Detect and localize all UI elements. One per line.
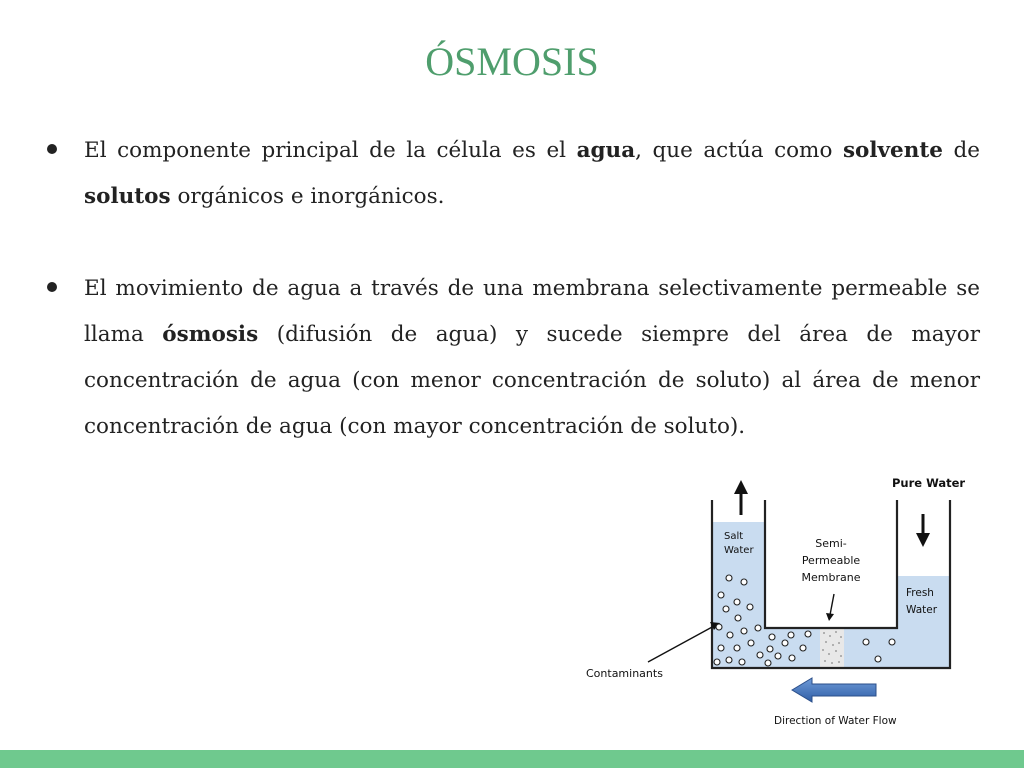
up-arrow-icon bbox=[734, 480, 748, 494]
slide-title: ÓSMOSIS bbox=[425, 39, 599, 84]
text-span: orgánicos e inorgánicos. bbox=[170, 184, 445, 209]
bullet-text-water-solvent bbox=[84, 128, 980, 220]
text-span: El componente principal de la célula es el bbox=[84, 138, 577, 163]
bold-term-solvente: solvente bbox=[842, 138, 943, 163]
semi-permeable-membrane bbox=[820, 628, 844, 668]
membrane-pointer-line bbox=[830, 594, 834, 615]
bold-term-osmosis: ósmosis bbox=[162, 322, 259, 347]
text-span: , que actúa como bbox=[635, 138, 843, 163]
fresh-water-label-line1: Fresh bbox=[906, 587, 934, 599]
bold-term-solutos: solutos bbox=[84, 184, 171, 209]
footer-bar bbox=[0, 750, 1024, 768]
contaminants-pointer-line bbox=[648, 626, 714, 662]
pure-water-label: Pure Water bbox=[892, 476, 966, 490]
osmosis-diagram bbox=[580, 470, 1000, 732]
bullet-list bbox=[40, 128, 980, 496]
membrane-label-line2: Permeable bbox=[801, 554, 861, 567]
bullet-dot-icon bbox=[47, 144, 57, 154]
salt-water-label-line2: Water bbox=[724, 545, 754, 556]
membrane-pointer-arrowhead bbox=[826, 613, 834, 621]
text-span: (difusión de agua) y sucede siempre del área de mayor concentración de agua (con menor concentración de soluto) al área de menor concentración de agua (con mayor concentración de soluto). bbox=[84, 322, 980, 439]
fresh-water-label-line2: Water bbox=[906, 604, 938, 616]
bullet-item bbox=[40, 266, 980, 450]
text-span: El movimiento de agua a través de una membrana selectivamente permeable se llama bbox=[84, 276, 980, 347]
direction-of-flow-label: Direction of Water Flow bbox=[774, 715, 897, 727]
down-arrow-icon bbox=[916, 533, 930, 547]
text-span: de bbox=[942, 138, 980, 163]
bullet-text-osmosis-definition bbox=[84, 266, 980, 450]
bullet-dot-icon bbox=[47, 282, 57, 292]
water-flow-arrow-icon bbox=[792, 678, 876, 702]
bold-term-agua: agua bbox=[576, 138, 636, 163]
membrane-label-line3: Membrane bbox=[801, 571, 861, 584]
bullet-item bbox=[40, 128, 980, 220]
salt-water-label-line1: Salt bbox=[724, 531, 744, 542]
membrane-label-line1: Semi- bbox=[815, 537, 847, 550]
contaminants-label: Contaminants bbox=[586, 667, 663, 680]
